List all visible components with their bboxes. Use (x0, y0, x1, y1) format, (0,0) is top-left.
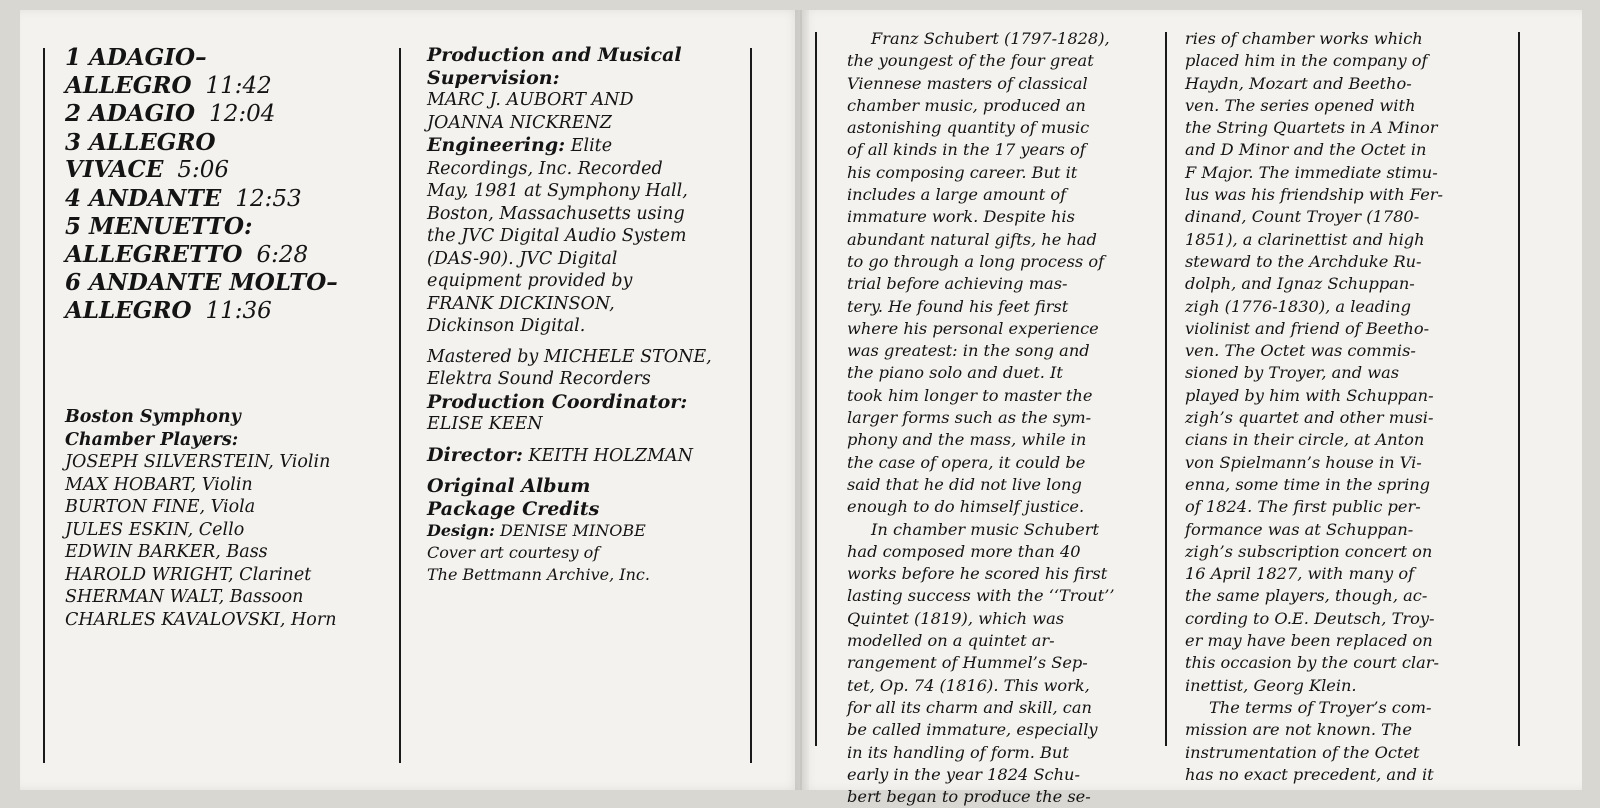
notes-line: has no exact precedent, and it (1185, 764, 1434, 784)
credit-value: May, 1981 at Symphony Hall, (427, 181, 688, 201)
notes-line: this occasion by the court clar- (1185, 653, 1439, 673)
notes-line: bert began to produce the se- (847, 787, 1091, 807)
notes-line: von Spielmann’s house in Vi- (1185, 452, 1422, 472)
player: BURTON FINE, Viola (65, 497, 256, 517)
track-item-cont: VIVACE 5:06 (65, 156, 230, 183)
track-duration: 5:06 (177, 157, 230, 183)
column-rule (1518, 32, 1520, 746)
player: JULES ESKIN, Cello (65, 519, 245, 540)
notes-line: in its handling of form. But (847, 742, 1069, 762)
notes-line: formance was at Schuppan- (1185, 519, 1414, 539)
notes-line: trial before achieving mas- (847, 274, 1068, 294)
notes-line: Franz Schubert (1797-1828), (871, 29, 1110, 48)
notes-line: tet, Op. 74 (1816). This work, (847, 675, 1090, 695)
column-rule (1165, 32, 1167, 746)
notes-line: ven. The Octet was commis- (1185, 341, 1416, 361)
track-item: 4 ANDANTE 12:53 (65, 184, 302, 212)
notes-line: lasting success with the ‘‘Trout’’ (847, 586, 1115, 606)
credit-value: equipment provided by (427, 271, 633, 291)
column-rule (399, 48, 401, 763)
credit-value: Cover art courtesy of (427, 543, 600, 562)
notes-line: placed him in the company of (1185, 51, 1428, 71)
notes-line: sioned by Troyer, and was (1185, 363, 1400, 383)
credit-value: FRANK DICKINSON, (427, 293, 615, 314)
track-item: 2 ADAGIO 12:04 (65, 100, 276, 127)
notes-line: works before he scored his first (847, 564, 1108, 584)
notes-line: zigh (1776-1830), a leading (1185, 296, 1411, 316)
credit-line: Director: KEITH HOLZMAN (427, 443, 693, 466)
credit-heading: Engineering: (427, 134, 566, 156)
notes-line: had composed more than 40 (847, 541, 1081, 561)
notes-line: phony and the mass, while in (847, 430, 1087, 450)
track-duration: 12:53 (235, 185, 302, 212)
credit-value: ELISE KEEN (427, 414, 543, 434)
credit-value: Mastered by MICHELE STONE, (427, 346, 712, 367)
notes-line: astonishing quantity of music (847, 118, 1090, 138)
column-rule (750, 48, 752, 763)
notes-line: the youngest of the four great (847, 51, 1094, 71)
track-item: 3 ALLEGRO (65, 128, 216, 156)
track-item-cont: ALLEGRETTO 6:28 (65, 240, 309, 268)
notes-line: enough to do himself justice. (847, 497, 1085, 517)
notes-line: includes a large amount of (847, 185, 1067, 205)
player: MAX HOBART, Violin (65, 474, 253, 495)
production-credits (427, 44, 747, 586)
credit-value: Dickinson Digital. (427, 316, 586, 336)
track-duration: 12:04 (209, 101, 276, 127)
notes-line: the same players, though, ac- (1185, 586, 1428, 606)
notes-line: zigh’s quartet and other musi- (1185, 408, 1434, 428)
track-list (65, 44, 385, 325)
notes-line: the String Quartets in A Minor (1185, 118, 1438, 138)
notes-line: of all kinds in the 17 years of (847, 140, 1086, 160)
spine-fold (795, 10, 809, 790)
notes-line: larger forms such as the sym- (847, 408, 1092, 428)
notes-line: er may have been replaced on (1185, 631, 1433, 651)
notes-line: played by him with Schuppan- (1185, 385, 1434, 405)
liner-notes-column-2 (1185, 28, 1465, 786)
credit-value: Boston, Massachusetts using (427, 203, 685, 224)
player: HAROLD WRIGHT, Clarinet (65, 564, 312, 585)
credit-heading: Supervision: (427, 66, 560, 89)
notes-line: mission are not known. The (1185, 720, 1412, 740)
track-item: 1 ADAGIO– (65, 44, 207, 71)
notes-line: dolph, and Ignaz Schuppan- (1185, 274, 1415, 294)
player: SHERMAN WALT, Bassoon (65, 587, 304, 607)
notes-line: Viennese masters of classical (847, 73, 1088, 93)
notes-line: lus was his friendship with Fer- (1185, 185, 1444, 205)
credit-value: JOANNA NICKRENZ (427, 112, 612, 133)
notes-line: dinand, Count Troyer (1780- (1185, 207, 1420, 227)
notes-line: steward to the Archduke Ru- (1185, 251, 1422, 271)
notes-line: for all its charm and skill, can (847, 697, 1092, 717)
notes-line: immature work. Despite his (847, 207, 1075, 227)
notes-line: 16 April 1827, with many of (1185, 564, 1415, 584)
notes-line: was greatest: in the song and (847, 341, 1090, 361)
credit-value: Recordings, Inc. Recorded (427, 158, 663, 179)
ensemble-name: Boston Symphony (65, 407, 241, 427)
notes-line: early in the year 1824 Schu- (847, 764, 1080, 784)
credit-heading: Design: (427, 521, 495, 540)
notes-line: chamber music, produced an (847, 95, 1086, 115)
credit-value: the JVC Digital Audio System (427, 226, 687, 246)
notes-line: 1851), a clarinettist and high (1185, 229, 1425, 249)
credit-heading: Production and Musical (427, 44, 682, 66)
notes-line: be called immature, especially (847, 720, 1098, 740)
track-item-cont: ALLEGRO 11:42 (65, 71, 272, 99)
notes-line: instrumentation of the Octet (1185, 742, 1420, 762)
credit-value: MARC J. AUBORT AND (427, 90, 634, 110)
track-item-cont: ALLEGRO 11:36 (65, 296, 272, 324)
player: EDWIN BARKER, Bass (65, 542, 268, 562)
credit-heading: Package Credits (427, 497, 600, 520)
notes-line: said that he did not live long (847, 474, 1082, 494)
notes-line: and D Minor and the Octet in (1185, 140, 1427, 160)
credit-value: Elektra Sound Recorders (427, 369, 651, 389)
credit-value: (DAS-90). JVC Digital (427, 248, 618, 269)
notes-line: F Major. The immediate stimu- (1185, 162, 1438, 182)
notes-line: rangement of Hummel’s Sep- (847, 653, 1088, 673)
player: JOSEPH SILVERSTEIN, Violin (65, 452, 331, 472)
player: CHARLES KAVALOVSKI, Horn (65, 609, 337, 630)
credit-value: The Bettmann Archive, Inc. (427, 565, 650, 584)
notes-line: ven. The series opened with (1185, 95, 1416, 115)
ensemble-name: Chamber Players: (65, 429, 239, 450)
notes-line: The terms of Troyer’s com- (1209, 697, 1432, 717)
notes-line: cording to O.E. Deutsch, Troy- (1185, 608, 1435, 628)
credit-heading: Director: (427, 443, 523, 466)
notes-line: enna, some time in the spring (1185, 474, 1431, 494)
track-duration: 11:42 (205, 72, 272, 99)
column-rule (43, 48, 45, 763)
liner-notes-column-1 (847, 28, 1127, 808)
notes-line: tery. He found his feet first (847, 296, 1069, 316)
column-rule (815, 32, 817, 746)
notes-line: modelled on a quintet ar- (847, 631, 1055, 651)
notes-line: of 1824. The first public per- (1185, 497, 1421, 517)
notes-line: inettist, Georg Klein. (1185, 675, 1357, 695)
notes-line: took him longer to master the (847, 385, 1093, 405)
notes-line: ries of chamber works which (1185, 29, 1423, 48)
notes-line: Quintet (1819), which was (847, 608, 1065, 628)
notes-line: In chamber music Schubert (871, 519, 1099, 539)
notes-line: cians in their circle, at Anton (1185, 430, 1425, 450)
ensemble-list (65, 406, 395, 631)
notes-line: where his personal experience (847, 318, 1099, 338)
credit-heading: Production Coordinator: (427, 390, 688, 413)
notes-line: his composing career. But it (847, 162, 1078, 182)
notes-line: zigh’s subscription concert on (1185, 541, 1433, 561)
track-item: 5 MENUETTO: (65, 213, 253, 240)
notes-line: to go through a long process of (847, 251, 1105, 271)
notes-line: the case of opera, it could be (847, 452, 1086, 472)
credit-line: Engineering: Elite (427, 134, 613, 156)
track-duration: 6:28 (256, 241, 309, 268)
notes-line: the piano solo and duet. It (847, 363, 1063, 383)
track-item: 6 ANDANTE MOLTO– (65, 269, 338, 296)
credit-line: Design: DENISE MINOBE (427, 521, 646, 540)
track-duration: 11:36 (205, 297, 272, 324)
notes-line: abundant natural gifts, he had (847, 229, 1097, 249)
notes-line: violinist and friend of Beetho- (1185, 318, 1430, 338)
notes-line: Haydn, Mozart and Beetho- (1185, 73, 1412, 93)
credit-heading: Original Album (427, 475, 591, 497)
